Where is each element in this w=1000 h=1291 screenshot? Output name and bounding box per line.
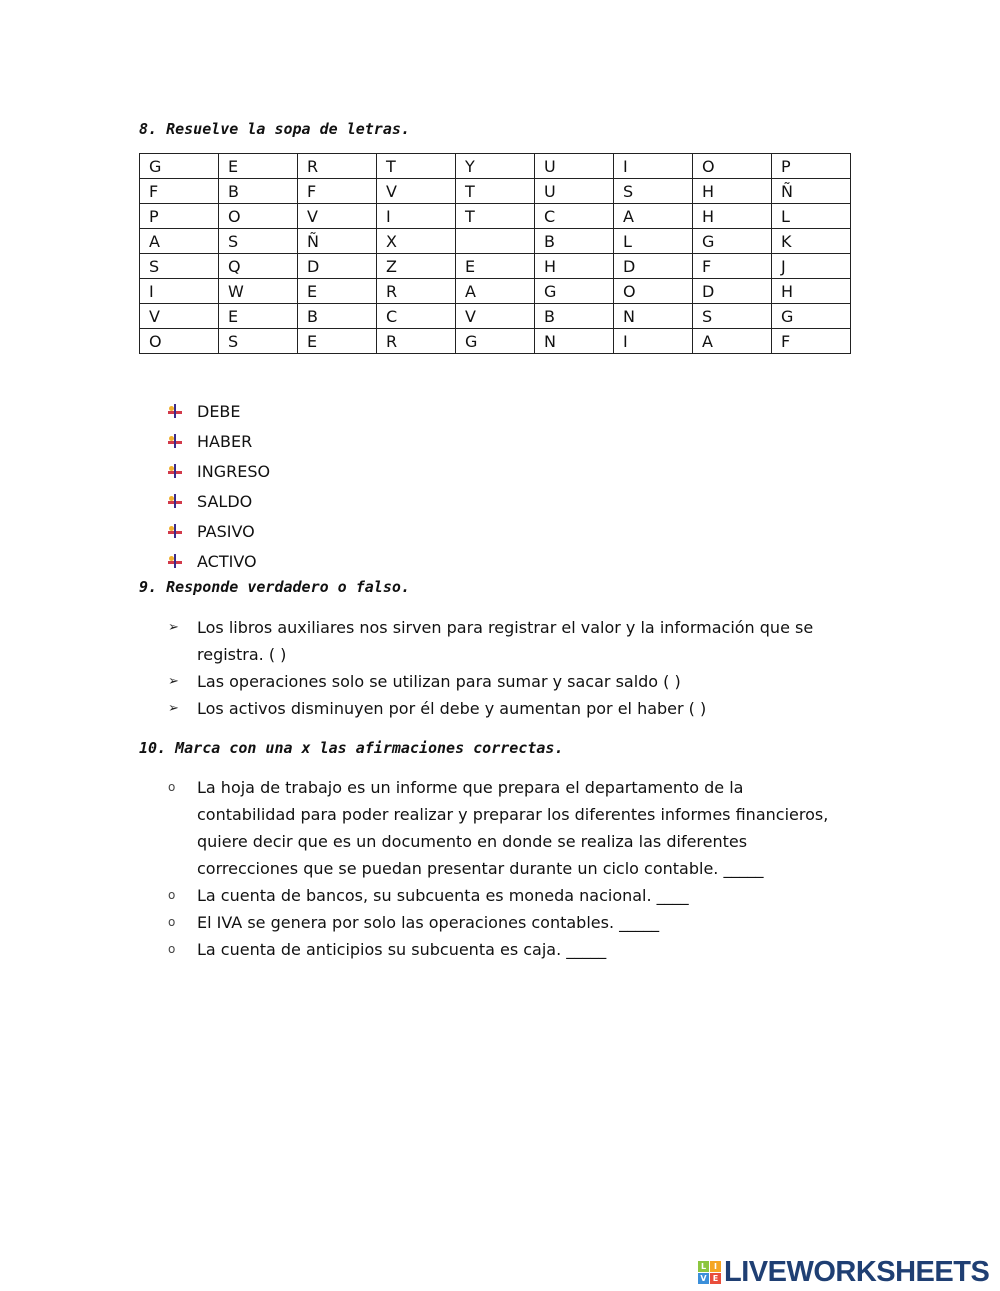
statement-text: La hoja de trabajo es un informe que prepara el departamento de la contabilidad para poder realizar y preparar los diferentes informes financieros, quiere decir que es un documento en donde se realiza las diferentes correcciones que se puedan presentar durante un ciclo contable. _____	[197, 778, 829, 878]
grid-cell: I	[377, 204, 456, 229]
grid-cell: P	[772, 154, 851, 179]
grid-cell: W	[219, 279, 298, 304]
grid-cell: N	[535, 329, 614, 354]
grid-cell: E	[298, 279, 377, 304]
pin-bullet-icon	[168, 404, 182, 418]
grid-cell: R	[377, 279, 456, 304]
word-item	[168, 428, 270, 458]
grid-cell: T	[456, 179, 535, 204]
grid-cell: S	[219, 329, 298, 354]
grid-cell: E	[298, 329, 377, 354]
grid-cell: F	[140, 179, 219, 204]
grid-cell: I	[614, 329, 693, 354]
grid-cell: Y	[456, 154, 535, 179]
grid-cell: S	[614, 179, 693, 204]
grid-cell: T	[456, 204, 535, 229]
statement-text: Las operaciones solo se utilizan para sumar y sacar saldo ( )	[197, 672, 681, 691]
statement-text: La cuenta de anticipios su subcuenta es caja. _____	[197, 940, 607, 959]
word-item	[168, 548, 270, 578]
q8-title: 8. Resuelve la sopa de letras.	[139, 120, 410, 138]
word-label: INGRESO	[197, 462, 271, 481]
grid-cell: B	[535, 229, 614, 254]
grid-row	[140, 229, 851, 254]
grid-cell: B	[535, 304, 614, 329]
grid-cell: I	[140, 279, 219, 304]
pin-bullet-icon	[168, 434, 182, 448]
circle-bullet-icon: o	[168, 888, 176, 902]
grid-cell: E	[219, 304, 298, 329]
grid-cell: C	[535, 204, 614, 229]
logo-letter-tile: V	[698, 1273, 709, 1284]
grid-cell: Z	[377, 254, 456, 279]
grid-cell: O	[693, 154, 772, 179]
grid-cell: S	[219, 229, 298, 254]
grid-cell: L	[614, 229, 693, 254]
statement-item	[168, 936, 838, 963]
statement-text: Los libros auxiliares nos sirven para registrar el valor y la información que se registra. ( )	[197, 618, 814, 664]
true-false-list	[168, 614, 848, 722]
statement-item	[168, 909, 838, 936]
grid-cell: L	[772, 204, 851, 229]
q9-title: 9. Responde verdadero o falso.	[139, 578, 410, 596]
q10-title: 10. Marca con una x las afirmaciones correctas.	[139, 739, 564, 757]
grid-cell: V	[456, 304, 535, 329]
grid-cell: X	[377, 229, 456, 254]
grid-cell: H	[535, 254, 614, 279]
grid-cell: H	[693, 204, 772, 229]
word-list	[168, 398, 270, 578]
word-item	[168, 458, 270, 488]
grid-cell: V	[140, 304, 219, 329]
grid-cell: Ñ	[298, 229, 377, 254]
grid-row	[140, 304, 851, 329]
pin-bullet-icon	[168, 494, 182, 508]
grid-cell: S	[140, 254, 219, 279]
grid-cell: O	[219, 204, 298, 229]
grid-cell: A	[614, 204, 693, 229]
grid-cell: D	[298, 254, 377, 279]
pin-bullet-icon	[168, 464, 182, 478]
grid-cell: I	[614, 154, 693, 179]
statement-item	[168, 774, 838, 882]
grid-cell: U	[535, 179, 614, 204]
grid-cell: B	[298, 304, 377, 329]
grid-row	[140, 329, 851, 354]
word-label: ACTIVO	[197, 552, 257, 571]
grid-row	[140, 204, 851, 229]
word-label: HABER	[197, 432, 253, 451]
pin-bullet-icon	[168, 524, 182, 538]
logo-text: LIVEWORKSHEETS	[724, 1256, 990, 1288]
word-item	[168, 518, 270, 548]
arrow-bullet-icon: ➢	[168, 620, 179, 635]
grid-cell: P	[140, 204, 219, 229]
word-label: PASIVO	[197, 522, 255, 541]
word-label: SALDO	[197, 492, 253, 511]
grid-cell: C	[377, 304, 456, 329]
pin-bullet-icon	[168, 554, 182, 568]
grid-cell: T	[377, 154, 456, 179]
grid-cell: V	[377, 179, 456, 204]
grid-cell: J	[772, 254, 851, 279]
grid-cell: V	[298, 204, 377, 229]
circle-bullet-icon: o	[168, 942, 176, 956]
grid-cell: B	[219, 179, 298, 204]
statement-text: Los activos disminuyen por él debe y aumentan por el haber ( )	[197, 699, 707, 718]
true-false-item	[168, 668, 848, 695]
grid-cell: G	[772, 304, 851, 329]
grid-cell	[456, 229, 535, 254]
grid-cell: E	[219, 154, 298, 179]
statement-text: El IVA se genera por solo las operaciones contables. _____	[197, 913, 660, 932]
grid-cell: N	[614, 304, 693, 329]
grid-cell: F	[693, 254, 772, 279]
grid-cell: R	[298, 154, 377, 179]
grid-cell: K	[772, 229, 851, 254]
grid-cell: Ñ	[772, 179, 851, 204]
grid-cell: O	[140, 329, 219, 354]
true-false-item	[168, 695, 848, 722]
grid-cell: F	[298, 179, 377, 204]
grid-cell: G	[140, 154, 219, 179]
logo-letter-tile: L	[698, 1261, 709, 1272]
arrow-bullet-icon: ➢	[168, 674, 179, 689]
logo-letter-tile: I	[710, 1261, 721, 1272]
circle-bullet-icon: o	[168, 780, 176, 794]
circle-bullet-icon: o	[168, 915, 176, 929]
statement-text: La cuenta de bancos, su subcuenta es moneda nacional. ____	[197, 886, 689, 905]
grid-row	[140, 154, 851, 179]
word-search-grid	[139, 153, 851, 354]
grid-cell: G	[535, 279, 614, 304]
grid-row	[140, 179, 851, 204]
grid-row	[140, 279, 851, 304]
grid-cell: S	[693, 304, 772, 329]
grid-cell: A	[693, 329, 772, 354]
logo-letter-tile: E	[710, 1273, 721, 1284]
grid-cell: H	[693, 179, 772, 204]
word-item	[168, 398, 270, 428]
grid-cell: O	[614, 279, 693, 304]
grid-cell: A	[456, 279, 535, 304]
grid-cell: A	[140, 229, 219, 254]
grid-cell: E	[456, 254, 535, 279]
grid-row	[140, 254, 851, 279]
logo-icon	[698, 1261, 721, 1284]
grid-cell: D	[693, 279, 772, 304]
true-false-item	[168, 614, 848, 668]
grid-cell: U	[535, 154, 614, 179]
grid-cell: Q	[219, 254, 298, 279]
statements-list	[168, 774, 838, 963]
statement-item	[168, 882, 838, 909]
grid-cell: G	[456, 329, 535, 354]
word-item	[168, 488, 270, 518]
arrow-bullet-icon: ➢	[168, 701, 179, 716]
liveworksheets-logo	[698, 1256, 989, 1289]
word-label: DEBE	[197, 402, 241, 421]
grid-cell: H	[772, 279, 851, 304]
grid-cell: F	[772, 329, 851, 354]
grid-cell: G	[693, 229, 772, 254]
grid-cell: R	[377, 329, 456, 354]
grid-cell: D	[614, 254, 693, 279]
